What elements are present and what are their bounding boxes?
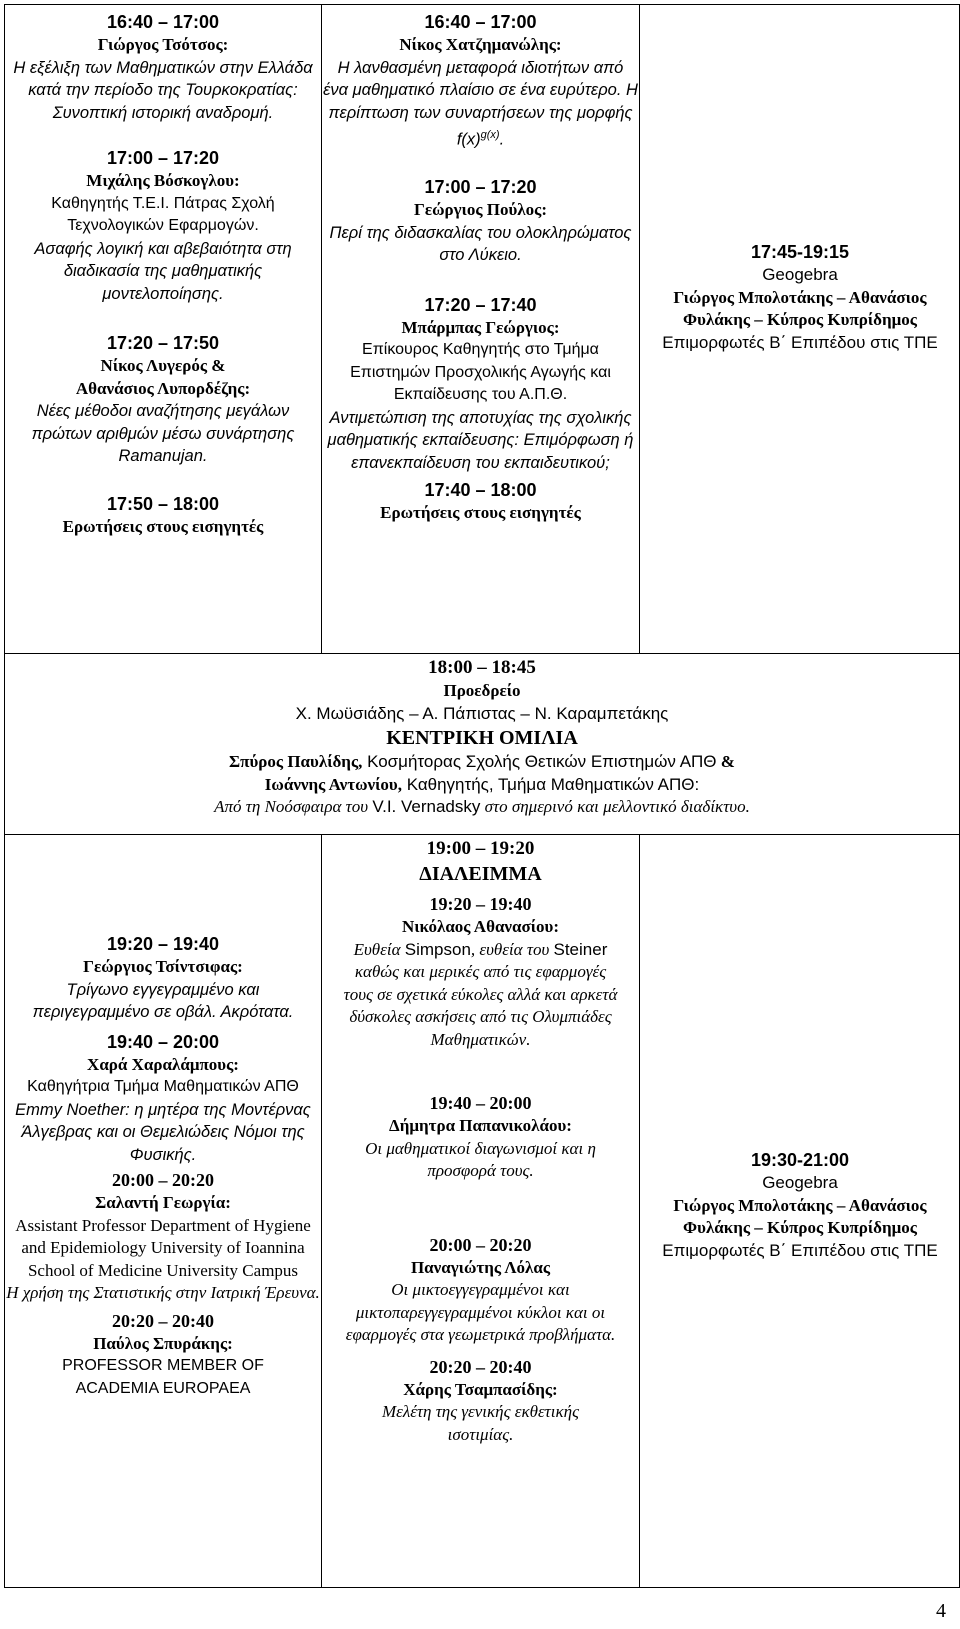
- session-block: [323, 175, 638, 267]
- session-title: Αντιμετώπιση της αποτυχίας της σχολικής μαθηματικής εκπαίδευσης: Επιμόρφωση ή επανεκπαίδευση του εκπαιδευτικού;: [327, 408, 634, 472]
- session-time: 20:20 – 20:40: [112, 1310, 214, 1331]
- col-divider-2-gap: [639, 834, 640, 888]
- session-time: 20:00 – 20:20: [429, 1234, 532, 1255]
- workshop-time: 19:30-21:00: [750, 1150, 850, 1170]
- col-divider-1-bottom: [321, 834, 322, 1588]
- superscript: g(x): [480, 129, 500, 141]
- col-divider-2-top: [639, 4, 640, 654]
- break-time: 19:00 – 19:20: [426, 838, 535, 859]
- session-block: [6, 1168, 320, 1305]
- session-speaker: Χάρης Τσαμπασίδης:: [403, 1379, 558, 1399]
- session-speaker: Γεώργιος Τσίντσιφας:: [83, 957, 243, 976]
- chair-label: Προεδρείο: [443, 681, 521, 700]
- top-col2: [323, 10, 638, 525]
- keynote-title: [6, 796, 958, 819]
- session-time: 19:20 – 19:40: [429, 894, 532, 914]
- session-title: [323, 57, 638, 152]
- keynote-title-a: Από τη Νοόσφαιρα του: [214, 797, 373, 816]
- session-time: 17:00 – 17:20: [106, 148, 220, 168]
- workshop-role: Επιμορφωτές Β΄ Επιπέδου στις ΤΠΕ: [662, 332, 938, 352]
- session-block: [6, 492, 320, 539]
- session-speaker-2: Αθανάσιος Λυπορδέζης:: [75, 378, 251, 398]
- session-speaker: Ερωτήσεις στους εισηγητές: [380, 503, 581, 522]
- session-title: Η χρήση της Στατιστικής στην Ιατρική Έρευνα.: [6, 1283, 320, 1302]
- break-label: ΔΙΑΛΕΙΜΜΑ: [419, 863, 542, 885]
- title-part: καθώς και μερικές από τις εφαρμογές τους σε σχετικά εύκολες αλλά και αρκετά δύσκολες ασκήσεις από τις Ολυμπιάδες Μαθηματικών.: [343, 962, 618, 1049]
- session-time: 19:40 – 20:00: [106, 1031, 220, 1052]
- session-block: [323, 478, 638, 525]
- col-divider-1-top: [321, 4, 322, 654]
- session-time: 16:40 – 17:00: [424, 12, 537, 32]
- session-speaker: Ερωτήσεις στους εισηγητές: [62, 516, 264, 536]
- session-block: [6, 1030, 320, 1167]
- session-title: Νέες μέθοδοι αναζήτησης μεγάλων πρώτων αριθμών μέσω συνάρτησης Ramanujan.: [31, 402, 295, 465]
- session-speaker: Γιώργος Τσότσος:: [97, 35, 229, 54]
- keynote-title-c: στο σημερινό και μελλοντικό διαδίκτυο.: [480, 797, 750, 816]
- workshop-topic: Geogebra: [762, 265, 838, 284]
- top-col1: [6, 10, 320, 538]
- title-part: , ευθεία του: [470, 939, 554, 959]
- session-title: Ασαφής λογική και αβεβαιότητα στη διαδικασία της μαθηματικής μοντελοποίησης.: [34, 239, 292, 303]
- title-part: Ευθεία: [353, 939, 405, 959]
- session-affiliation: Επίκουρος Καθηγητής στο Τμήμα Επιστημών Προσχολικής Αγωγής και Εκπαίδευσης του Α.Π.Θ.: [350, 341, 611, 403]
- session-affiliation: PROFESSOR MEMBER OF ACADEMIA EUROPAEA: [62, 1357, 264, 1397]
- session-block: [6, 1309, 320, 1401]
- bottom-col3-workshop: [641, 1148, 959, 1262]
- session-block: [323, 293, 638, 475]
- session-speaker: Νικόλαος Αθανασίου:: [401, 917, 560, 936]
- speaker-name: Ιωάννης Αντωνίου,: [264, 774, 402, 794]
- workshop-role: Επιμορφωτές Β΄ Επιπέδου στις ΤΠΕ: [662, 1240, 938, 1260]
- title-part: Steiner: [553, 939, 608, 959]
- keynote-speaker-1: [6, 751, 958, 774]
- plenary-time: 18:00 – 18:45: [428, 657, 536, 678]
- session-time: 17:20 – 17:40: [424, 294, 537, 315]
- session-affiliation: Assistant Professor Department of Hygiene and Epidemiology University of Ioannina School of Medicine University Campus: [15, 1215, 311, 1280]
- session-time: 19:40 – 20:00: [429, 1093, 532, 1113]
- speaker-affiliation: Κοσμήτορας Σχολής Θετικών Επιστημών ΑΠΘ: [362, 752, 717, 771]
- row-divider-break: [4, 834, 960, 835]
- title-tail: .: [499, 130, 505, 149]
- session-block: [323, 1355, 638, 1447]
- session-speaker: Μιχάλης Βόσκογλου:: [86, 171, 240, 190]
- session-speaker: Νίκος Λυγερός &: [100, 356, 226, 375]
- session-time: 17:50 – 18:00: [106, 493, 220, 514]
- session-block: [323, 1233, 638, 1347]
- chair-names: Χ. Μωϋσιάδης – Α. Πάπιστας – Ν. Καραμπετάκης: [295, 703, 669, 723]
- session-block: [323, 1091, 638, 1183]
- session-speaker: Νίκος Χατζημανώλης:: [399, 35, 562, 54]
- session-speaker: Σαλαντή Γεωργία:: [95, 1193, 231, 1212]
- session-block: [6, 10, 320, 124]
- session-title: Οι μικτοεγγεγραμμένοι και μικτοπαρεγγεγραμμένοι κύκλοι και οι εφαρμογές στα γεωμετρικά προβλήματα.: [345, 1280, 616, 1344]
- workshop-speakers: Γιώργος Μπολοτάκης – Αθανάσιος Φυλάκης – Κύπρος Κυπρίδημος: [673, 287, 927, 329]
- session-time: 17:40 – 18:00: [424, 480, 537, 500]
- top-col3-workshop: [641, 240, 959, 354]
- session-title: Οι μαθηματικοί διαγωνισμοί και η προσφορά τους.: [365, 1138, 596, 1180]
- title-part: Simpson: [404, 939, 471, 959]
- session-title: Emmy Noether: η μητέρα της Μοντέρνας Άλγεβρας και οι Θεμελιώδεις Νόμοι της Φυσικής.: [15, 1100, 311, 1164]
- session-time: 20:20 – 20:40: [429, 1356, 532, 1377]
- row-divider-plenary: [4, 653, 960, 654]
- session-time: 17:20 – 17:50: [106, 333, 220, 353]
- session-affiliation: Καθηγήτρια Τμήμα Μαθηματικών ΑΠΘ: [27, 1078, 299, 1095]
- session-title: Η εξέλιξη των Μαθηματικών στην Ελλάδα κατά την περίοδο της Τουρκοκρατίας: Συνοπτική ιστορική αναδρομή.: [13, 58, 313, 122]
- session-time: 17:00 – 17:20: [424, 177, 537, 197]
- session-block: [6, 331, 320, 468]
- session-speaker: Μπάρμπας Γεώργιος:: [401, 317, 560, 337]
- workshop-speakers: Γιώργος Μπολοτάκης – Αθανάσιος Φυλάκης – Κύπρος Κυπρίδημος: [673, 1195, 927, 1237]
- session-speaker: Γεώργιος Πούλος:: [414, 200, 547, 219]
- bottom-col1: [6, 932, 320, 1400]
- keynote-speaker-2: [6, 774, 958, 797]
- page-number: 4: [936, 1600, 946, 1622]
- workshop-topic: Geogebra: [762, 1173, 838, 1192]
- session-block: [323, 892, 638, 1051]
- ampersand: &: [716, 752, 735, 771]
- table-border-bottom: [4, 1587, 960, 1588]
- session-block: [6, 146, 320, 305]
- session-speaker: Παναγιώτης Λόλας: [410, 1257, 551, 1277]
- session-time: 16:40 – 17:00: [106, 12, 220, 32]
- workshop-time: 17:45-19:15: [750, 242, 850, 262]
- title-text: Η λανθασμένη μεταφορά ιδιοτήτων από ένα μαθηματικό πλαίσιο σε ένα ευρύτερο. Η περίπτωση των συναρτήσεων της μορφής f(x): [323, 58, 638, 149]
- col-divider-2-bottom: [639, 834, 640, 1588]
- plenary-section: [6, 656, 958, 819]
- session-speaker: Χαρά Χαραλάμπους:: [87, 1054, 239, 1074]
- keynote-title-b: V.I. Vernadsky: [372, 797, 481, 816]
- session-speaker: Παύλος Σπυράκης:: [93, 1333, 233, 1353]
- session-block: [323, 10, 638, 151]
- session-title: Περί της διδασκαλίας του ολοκληρώματος στο Λύκειο.: [329, 223, 632, 264]
- session-title: Μελέτη της γενικής εκθετικής ισοτιμίας.: [382, 1402, 579, 1444]
- keynote-heading: ΚΕΝΤΡΙΚΗ ΟΜΙΛΙΑ: [386, 727, 578, 749]
- table-border-left: [4, 4, 5, 1588]
- speaker-affiliation: Καθηγητής, Τμήμα Μαθηματικών ΑΠΘ:: [401, 774, 700, 794]
- session-time: 20:00 – 20:20: [112, 1170, 214, 1190]
- session-block: [6, 932, 320, 1024]
- bottom-col2: [323, 892, 638, 1446]
- session-title: [323, 939, 638, 1052]
- table-border-top: [4, 4, 960, 5]
- session-title: Τρίγωνο εγγεγραμμένο και περιγεγραμμένο σε οβάλ. Ακρότατα.: [32, 980, 294, 1021]
- session-affiliation: Καθηγητής Τ.Ε.Ι. Πάτρας Σχολή Τεχνολογικών Εφαρμογών.: [51, 194, 275, 234]
- session-speaker: Δήμητρα Παπανικολάου:: [389, 1116, 572, 1135]
- speaker-name: Σπύρος Παυλίδης,: [229, 752, 363, 771]
- session-time: 19:20 – 19:40: [106, 934, 220, 954]
- break-section: [323, 837, 638, 887]
